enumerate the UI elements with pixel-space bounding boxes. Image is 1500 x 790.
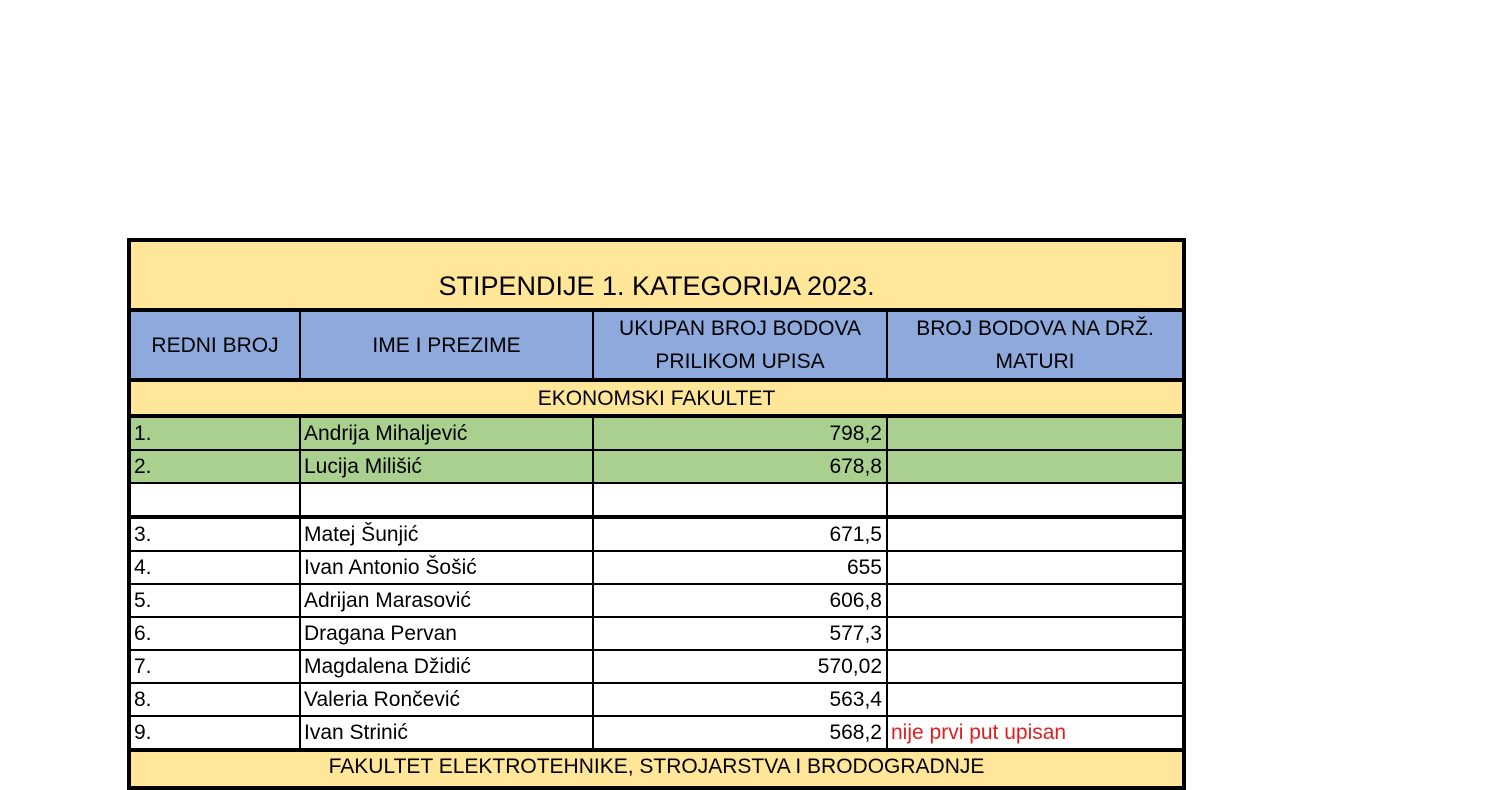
title-row [129, 240, 1184, 310]
cell-name [300, 483, 593, 517]
cell-matura [887, 617, 1184, 650]
section-title: EKONOMSKI FAKULTET [129, 380, 1184, 416]
cell-matura [887, 483, 1184, 517]
cell-matura [887, 416, 1184, 450]
table-row [129, 617, 1184, 650]
table-title: STIPENDIJE 1. KATEGORIJA 2023. [129, 240, 1184, 310]
cell-matura [887, 450, 1184, 483]
cell-matura [887, 683, 1184, 716]
table-row [129, 650, 1184, 683]
table-row-empty [129, 483, 1184, 517]
cell-name: Matej Šunjić [300, 517, 593, 551]
cell-rank: 5. [129, 584, 300, 617]
cell-rank: 9. [129, 716, 300, 750]
cell-matura [887, 584, 1184, 617]
column-header-row [129, 310, 1184, 380]
cell-name: Ivan Strinić [300, 716, 593, 750]
cell-name: Andrija Mihaljević [300, 416, 593, 450]
table-row [129, 584, 1184, 617]
cell-rank [129, 483, 300, 517]
cell-matura [887, 517, 1184, 551]
cell-rank: 2. [129, 450, 300, 483]
cell-name: Adrijan Marasović [300, 584, 593, 617]
table-row [129, 683, 1184, 716]
cell-rank: 3. [129, 517, 300, 551]
scholarship-sheet [127, 238, 1182, 790]
cell-matura [887, 551, 1184, 584]
cell-matura [887, 650, 1184, 683]
cell-rank: 4. [129, 551, 300, 584]
cell-points: 577,3 [593, 617, 887, 650]
cell-points: 671,5 [593, 517, 887, 551]
cell-name: Valeria Rončević [300, 683, 593, 716]
table-row [129, 716, 1184, 750]
cell-rank: 6. [129, 617, 300, 650]
scholarship-table [127, 238, 1186, 790]
cell-name: Ivan Antonio Šošić [300, 551, 593, 584]
cell-rank: 7. [129, 650, 300, 683]
table-row [129, 517, 1184, 551]
table-row [129, 450, 1184, 483]
cell-name: Dragana Pervan [300, 617, 593, 650]
cell-rank: 1. [129, 416, 300, 450]
cell-name: Lucija Milišić [300, 450, 593, 483]
cell-rank: 8. [129, 683, 300, 716]
section-row [129, 380, 1184, 416]
header-rank: REDNI BROJ [129, 310, 300, 380]
cell-matura-note: nije prvi put upisan [887, 716, 1184, 750]
cell-name: Magdalena Džidić [300, 650, 593, 683]
cell-points: 606,8 [593, 584, 887, 617]
header-name: IME I PREZIME [300, 310, 593, 380]
cell-points: 563,4 [593, 683, 887, 716]
cell-points: 568,2 [593, 716, 887, 750]
section-row [129, 750, 1184, 788]
table-row [129, 416, 1184, 450]
cell-points: 655 [593, 551, 887, 584]
cell-points: 570,02 [593, 650, 887, 683]
header-matura-points: BROJ BODOVA NA DRŽ. MATURI [887, 310, 1184, 380]
cell-points [593, 483, 887, 517]
header-total-points: UKUPAN BROJ BODOVA PRILIKOM UPISA [593, 310, 887, 380]
table-row [129, 551, 1184, 584]
cell-points: 678,8 [593, 450, 887, 483]
section-title: FAKULTET ELEKTROTEHNIKE, STROJARSTVA I BRODOGRADNJE [129, 750, 1184, 788]
cell-points: 798,2 [593, 416, 887, 450]
